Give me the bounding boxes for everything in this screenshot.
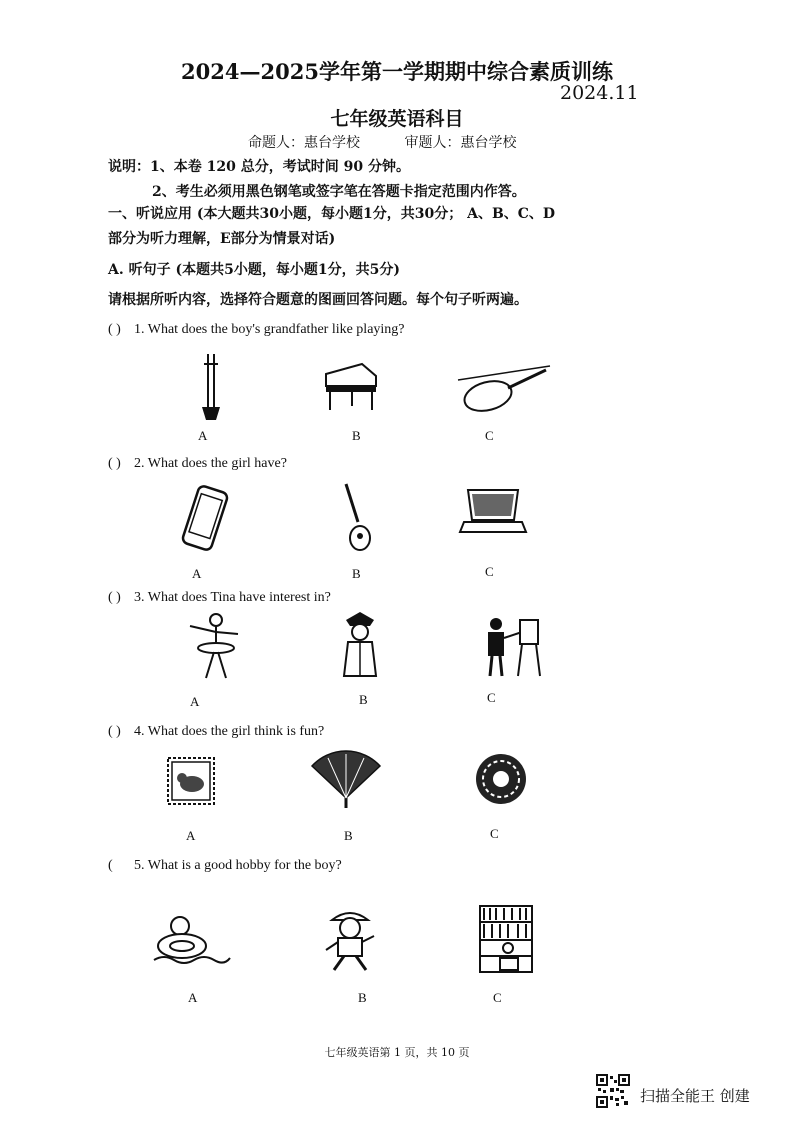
question-text: 5. What is a good hobby for the boy?: [134, 858, 342, 873]
question-text: 1. What does the boy's grandfather like playing?: [134, 322, 405, 337]
answer-paren[interactable]: ( ): [108, 322, 121, 337]
option-label: C: [493, 990, 502, 1005]
option-label: A: [190, 694, 200, 709]
section-heading-1: 一、听说应用 (本大题共30小题，每小题1分，共30分； A、B、C、D: [108, 206, 556, 222]
scanner-brand: 扫描全能王 创建: [640, 1087, 750, 1105]
question-text: 2. What does the girl have?: [134, 456, 287, 471]
answer-paren[interactable]: (: [108, 858, 113, 873]
option-label: C: [485, 564, 494, 579]
page-footer: 七年级英语第 1 页，共 10 页: [324, 1046, 470, 1059]
answer-paren[interactable]: ( ): [108, 456, 121, 471]
laptop-icon: [460, 488, 526, 540]
option-label: C: [490, 826, 499, 841]
reading-icon: [478, 904, 534, 978]
option-label: A: [198, 428, 208, 443]
question-5: [108, 858, 342, 874]
option-label: B: [358, 990, 367, 1005]
erhu-icon: [196, 352, 226, 426]
question-3: [108, 590, 331, 606]
stamp-icon: [166, 756, 216, 810]
option-label: B: [352, 428, 361, 443]
option-label: B: [359, 692, 368, 707]
guitar-icon: [336, 482, 372, 556]
option-label: B: [344, 828, 353, 843]
option-label: A: [188, 990, 198, 1005]
phone-icon: [176, 486, 232, 556]
option-label: C: [487, 690, 496, 705]
answer-paren[interactable]: ( ): [108, 590, 121, 605]
fan-icon: [308, 752, 384, 812]
section-heading-2: 部分为听力理解，E部分为情景对话): [108, 231, 336, 247]
setters-line: [248, 132, 556, 152]
paper-cut-icon: [474, 752, 528, 810]
option-label: C: [485, 428, 494, 443]
running-icon: [322, 906, 380, 978]
exam-title: 2024—2025学年第一学期期中综合素质训练: [181, 59, 613, 84]
violin-icon: [456, 360, 552, 420]
part-a-heading: A. 听句子 (本题共5小题，每小题1分，共5分): [108, 262, 400, 278]
question-2: [108, 456, 287, 472]
option-label: A: [192, 566, 202, 581]
option-label: B: [352, 566, 361, 581]
swimming-icon: [152, 910, 232, 974]
question-text: 3. What does Tina have interest in?: [134, 590, 331, 605]
part-a-instruction: 请根据所听内容，选择符合题意的图画回答问题。每个句子听两遍。: [108, 292, 528, 308]
question-text: 4. What does the girl think is fun?: [134, 724, 325, 739]
painter-icon: [482, 614, 544, 682]
exam-date: 2024.11: [560, 82, 639, 104]
qr-code-icon: [596, 1074, 630, 1108]
reviewer: 审题人：惠台学校: [404, 135, 517, 151]
opera-icon: [340, 610, 380, 686]
exam-subject: 七年级英语科目: [330, 108, 464, 130]
piano-icon: [322, 362, 380, 416]
option-label: A: [186, 828, 196, 843]
question-1: [108, 322, 405, 338]
setter: 命题人：惠台学校: [248, 135, 360, 151]
answer-paren[interactable]: ( ): [108, 724, 121, 739]
note-1: 说明：1、本卷 120 总分，考试时间 90 分钟。: [108, 159, 410, 175]
question-4: [108, 724, 324, 740]
ballet-icon: [186, 612, 242, 686]
note-2: 2、考生必须用黑色钢笔或签字笔在答题卡指定范围内作答。: [152, 184, 526, 200]
